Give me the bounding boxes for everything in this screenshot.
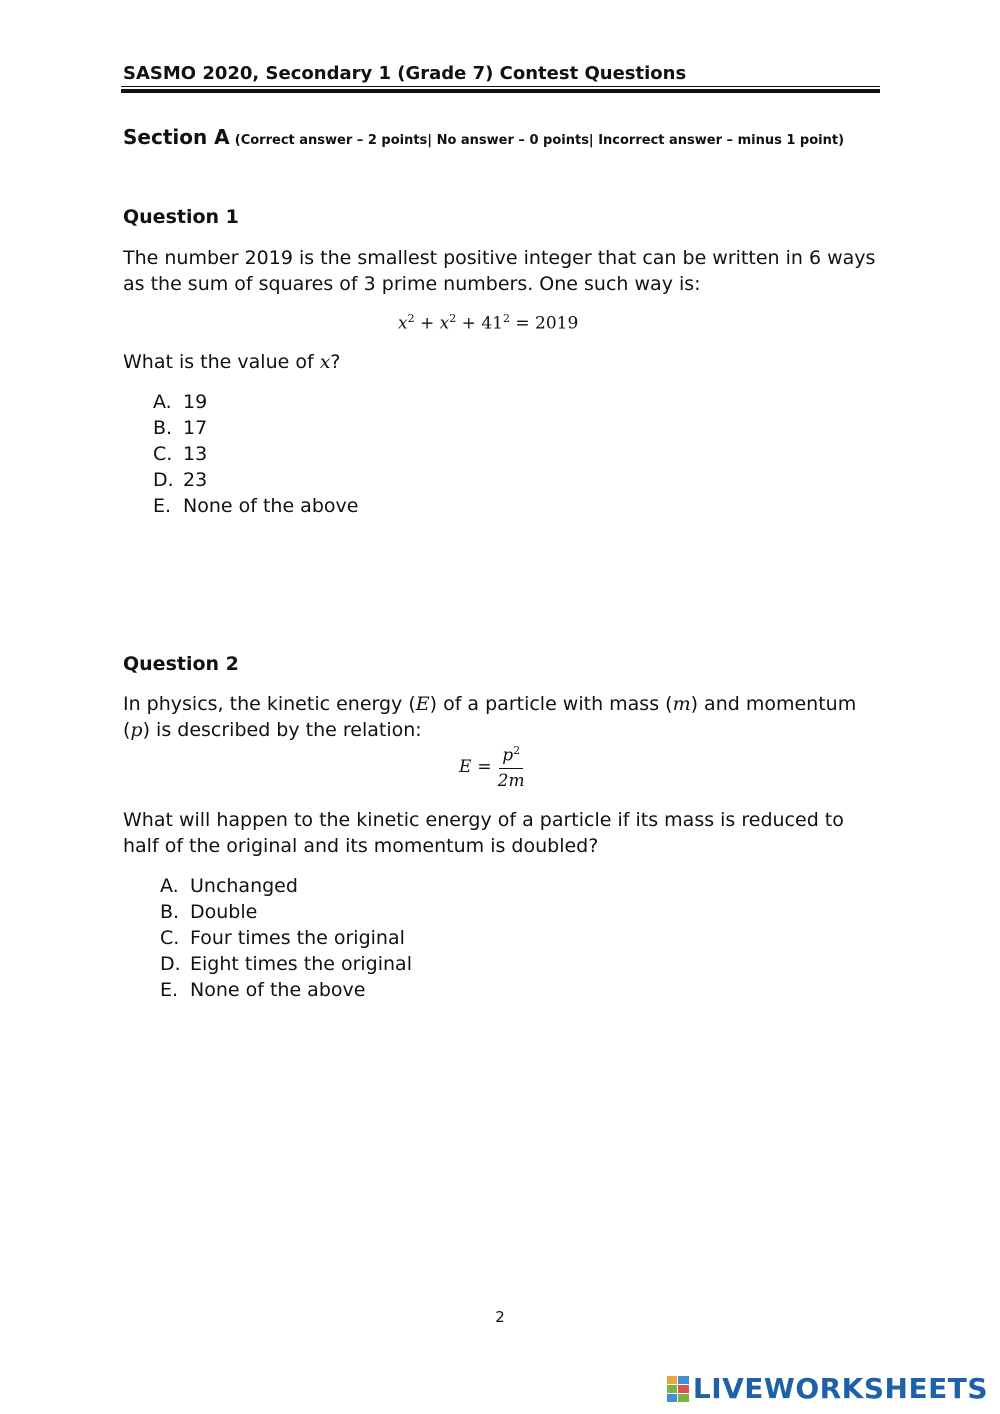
- option-letter: B.: [160, 901, 180, 923]
- option-text: Eight times the original: [190, 953, 412, 975]
- option-letter: D.: [153, 469, 174, 491]
- option-letter: B.: [153, 417, 173, 439]
- option-letter: C.: [160, 927, 180, 949]
- header-divider-thin: [121, 86, 880, 87]
- option-text: None of the above: [190, 979, 366, 1001]
- question-1-option: [153, 389, 358, 415]
- question-1-equation: $x^2 + x^2 + 41^2 = 2019$: [398, 312, 579, 334]
- logo-tile: [667, 1376, 678, 1384]
- section-heading: [123, 125, 844, 149]
- option-text: 23: [183, 469, 208, 491]
- question-2-option: [160, 951, 412, 977]
- liveworksheets-logo-icon: [667, 1376, 689, 1402]
- question-2-option: [160, 873, 412, 899]
- option-text: 19: [183, 391, 208, 413]
- option-text: 17: [183, 417, 208, 439]
- header-divider-thick: [121, 89, 880, 93]
- question-2-prompt: What will happen to the kinetic energy of a particle if its mass is reduced to half of the original and its momentum is doubled?: [123, 809, 844, 857]
- question-1-option: [153, 493, 358, 519]
- option-letter: D.: [160, 953, 181, 975]
- logo-tile: [667, 1385, 678, 1393]
- formula-fraction: $\frac{p^2}{2m}$: [497, 744, 525, 791]
- option-text: 13: [183, 443, 208, 465]
- option-letter: E.: [160, 979, 179, 1001]
- question-1-heading: Question 1: [123, 206, 239, 228]
- question-2-option: [160, 977, 412, 1003]
- option-text: Unchanged: [190, 875, 298, 897]
- option-text: Double: [190, 901, 258, 923]
- option-letter: A.: [160, 875, 179, 897]
- logo-tile: [678, 1376, 689, 1384]
- logo-tile: [667, 1394, 678, 1402]
- option-text: None of the above: [183, 495, 359, 517]
- liveworksheets-brand: [667, 1372, 988, 1405]
- question-2-heading: Question 2: [123, 653, 239, 675]
- question-1-options: [153, 389, 358, 519]
- question-1-option: [153, 441, 358, 467]
- option-letter: A.: [153, 391, 172, 413]
- question-2-option: [160, 925, 412, 951]
- section-title: Section A: [123, 125, 230, 149]
- question-2-intro: In physics, the kinetic energy (E) of a particle with mass (m) and momentum (p) is described by the relation:: [123, 693, 857, 741]
- option-letter: E.: [153, 495, 172, 517]
- page-number: 2: [495, 1308, 505, 1326]
- question-1-option: [153, 467, 358, 493]
- brand-wordmark: LIVEWORKSHEETS: [692, 1372, 988, 1405]
- logo-tile: [678, 1385, 689, 1393]
- question-1-option: [153, 415, 358, 441]
- option-text: Four times the original: [190, 927, 405, 949]
- question-2-option: [160, 899, 412, 925]
- question-1-text: The number 2019 is the smallest positive integer that can be written in 6 ways as the sum of squares of 3 prime numbers. One such way is:: [123, 247, 876, 295]
- document-header-title: SASMO 2020, Secondary 1 (Grade 7) Contest Questions: [123, 63, 687, 84]
- section-scoring-rules: (Correct answer – 2 points| No answer – 0 points| Incorrect answer – minus 1 point): [234, 133, 845, 148]
- question-2-options: [160, 873, 412, 1003]
- option-letter: C.: [153, 443, 173, 465]
- logo-tile: [678, 1394, 689, 1402]
- question-1-prompt: What is the value of x?: [123, 351, 341, 373]
- question-2-formula: E = $\frac{p^2}{2m}$: [459, 744, 525, 791]
